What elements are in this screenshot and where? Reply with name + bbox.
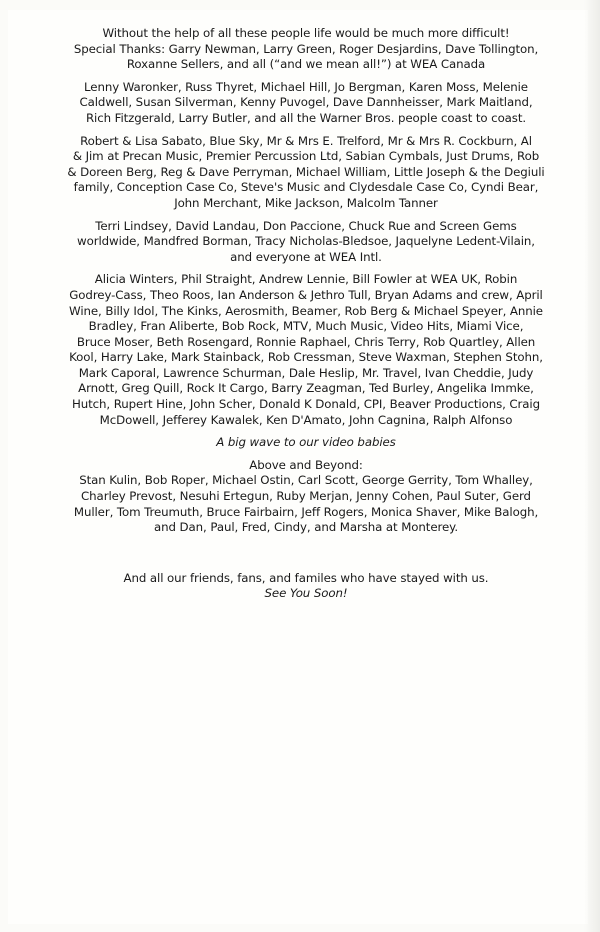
credit-line: Mark Caporal, Lawrence Schurman, Dale Heslip, Mr. Travel, Ivan Cheddie, Judy — [78, 365, 534, 380]
credit-line: worldwide, Mandfred Borman, Tracy Nicholas-Bledsoe, Jaquelyne Ledent-Vilain, — [77, 234, 535, 249]
credit-line: Arnott, Greg Quill, Rock It Cargo, Barry Zeagman, Ted Burley, Angelika Immke, — [78, 381, 534, 396]
credit-line: and everyone at WEA Intl. — [230, 249, 382, 264]
thanks-paragraph-wea-intl — [30, 219, 582, 266]
above-and-beyond-heading: Above and Beyond: — [249, 457, 363, 472]
thanks-paragraph-warner-bros — [30, 80, 582, 127]
credit-line: Muller, Tom Treumuth, Bruce Fairbairn, Jeff Rogers, Monica Shaver, Mike Balogh, — [73, 504, 539, 519]
page-edge-shadow — [584, 0, 600, 932]
credit-line: Wine, Billy Idol, The Kinks, Aerosmith, Beamer, Rob Berg & Michael Speyer, Annie — [69, 303, 543, 318]
video-babies-line: A big wave to our video babies — [216, 435, 396, 450]
credit-line: Hutch, Rupert Hine, John Scher, Donald K Donald, CPI, Beaver Productions, Craig — [71, 397, 540, 412]
thanks-paragraph-industry — [30, 272, 582, 428]
closing-section — [30, 571, 582, 602]
credit-line: John Merchant, Mike Jackson, Malcolm Tanner — [174, 195, 438, 210]
see-you-soon-line: See You Soon! — [264, 586, 348, 601]
spacer — [30, 543, 582, 571]
credit-line: Stan Kulin, Bob Roper, Michael Ostin, Carl Scott, George Gerrity, Tom Whalley, — [79, 473, 533, 488]
credit-line: Rich Fitzgerald, Larry Butler, and all the Warner Bros. people coast to coast. — [85, 110, 527, 125]
credit-line: family, Conception Case Co, Steve's Music and Clydesdale Case Co, Cyndi Bear, — [73, 180, 539, 195]
credit-line: Kool, Harry Lake, Mark Stainback, Rob Cressman, Steve Waxman, Stephen Stohn, — [69, 350, 543, 365]
credit-line: & Doreen Berg, Reg & Dave Perryman, Michael William, Little Joseph & the Degiuli — [67, 164, 545, 179]
credit-line: Godrey-Cass, Theo Roos, Ian Anderson & Jethro Tull, Bryan Adams and crew, April — [69, 287, 543, 302]
credit-line: Bruce Moser, Beth Rosengard, Ronnie Raphael, Chris Terry, Rob Quartley, Allen — [76, 334, 536, 349]
credits-text — [30, 26, 582, 609]
credit-line: Alicia Winters, Phil Straight, Andrew Lennie, Bill Fowler at WEA UK, Robin — [94, 272, 518, 287]
thanks-paragraph-wea-canada — [30, 26, 582, 73]
credit-line: Roxanne Sellers, and all (“and we mean all!”) at WEA Canada — [126, 57, 486, 72]
credit-line: Robert & Lisa Sabato, Blue Sky, Mr & Mrs E. Trelford, Mr & Mrs R. Cockburn, Al — [80, 133, 532, 148]
closing-line: And all our friends, fans, and familes who have stayed with us. — [123, 570, 489, 585]
credit-line: Special Thanks: Garry Newman, Larry Green, Roger Desjardins, Dave Tollington, — [73, 41, 539, 56]
credit-line: Charley Prevost, Nesuhi Ertegun, Ruby Merjan, Jenny Cohen, Paul Suter, Gerd — [81, 489, 531, 504]
credit-line: McDowell, Jefferey Kawalek, Ken D'Amato, John Cagnina, Ralph Alfonso — [99, 412, 513, 427]
credit-line: Terri Lindsey, David Landau, Don Paccione, Chuck Rue and Screen Gems — [95, 218, 517, 233]
credit-line: & Jim at Precan Music, Premier Percussion Ltd, Sabian Cymbals, Just Drums, Rob — [72, 149, 540, 164]
credit-line: Without the help of all these people life would be much more difficult! — [102, 26, 510, 40]
above-and-beyond-section — [30, 458, 582, 536]
thanks-paragraph-friends-suppliers — [30, 134, 582, 212]
credit-line: Lenny Waronker, Russ Thyret, Michael Hill, Jo Bergman, Karen Moss, Melenie — [84, 79, 528, 94]
credit-line: Caldwell, Susan Silverman, Kenny Puvogel, Dave Dannheisser, Mark Maitland, — [79, 95, 533, 110]
credit-line: Bradley, Fran Aliberte, Bob Rock, MTV, Much Music, Video Hits, Miami Vice, — [88, 319, 524, 334]
credit-line: and Dan, Paul, Fred, Cindy, and Marsha at Monterey. — [154, 520, 458, 535]
